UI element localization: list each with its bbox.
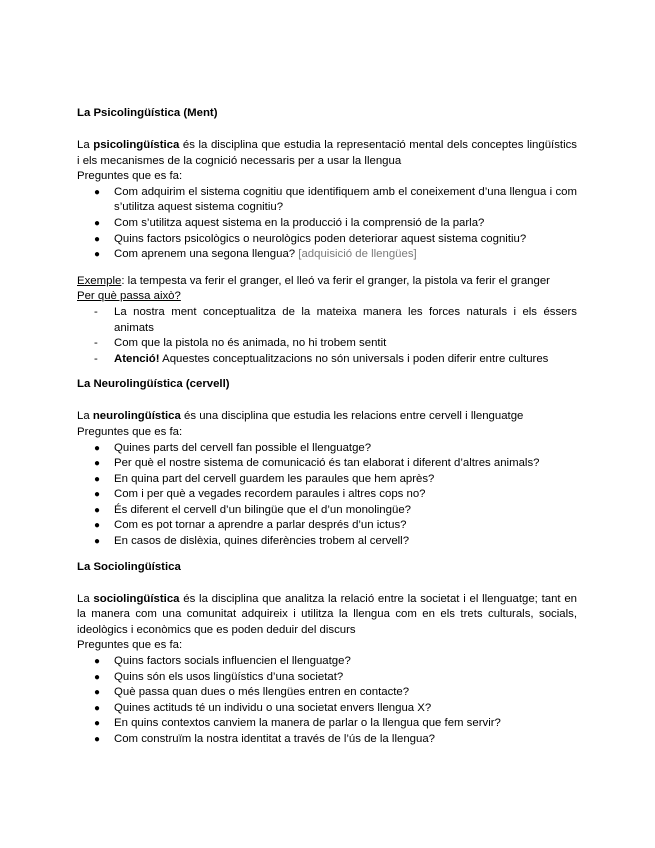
warning-label: Atenció! bbox=[114, 352, 160, 365]
bullet-icon: ● bbox=[94, 656, 101, 668]
document-page bbox=[77, 106, 577, 748]
list-item: ● Com adquirim el sistema cognitiu que identifiquem amb el coneixement d’una llengua i com s’utilitza aquest sistema cognitiu? bbox=[94, 185, 577, 214]
heading-neurolinguistica: La Neurolingüística (cervell) bbox=[77, 378, 230, 391]
list-item: - Com que la pistola no és animada, no hi trobem sentit bbox=[77, 336, 577, 352]
heading-psicolinguistica: La Psicolingüística (Ment) bbox=[77, 107, 218, 119]
list-item: - La nostra ment conceptualitza de la mateixa manera les forces naturals i els éssers animats bbox=[94, 305, 577, 334]
question-list-psico bbox=[77, 185, 577, 263]
paragraph-neurolinguistica-intro: La neurolingüística és una disciplina que estudia les relacions entre cervell i llenguatge bbox=[77, 410, 524, 423]
bullet-icon: ● bbox=[94, 734, 101, 745]
list-item: ● Quins són els usos lingüístics d’una societat? bbox=[77, 670, 577, 686]
why-label: Per què passa això? bbox=[77, 290, 181, 303]
term-psicolinguistica: psicolingüística bbox=[93, 139, 180, 151]
bullet-icon: ● bbox=[94, 442, 101, 454]
list-item: ● Quins factors socials influencien el llenguatge? bbox=[77, 654, 577, 670]
why-label-line bbox=[77, 289, 577, 305]
paragraph-sociolinguistica-intro: La sociolingüística és la disciplina que analitza la relació entre la societat i el llenguatge; tant en la manera com una comunitat adquireix i utilitza la llengua com en els trets culturals, socials, ideològics i econòmics que es poden deduir del discurs bbox=[77, 592, 577, 636]
list-item: ● Què passa quan dues o més llengües entren en contacte? bbox=[77, 685, 577, 701]
bullet-icon: ● bbox=[94, 702, 101, 714]
term-neurolinguistica: neurolingüística bbox=[92, 410, 181, 423]
list-item: ● Com aprenem una segona llengua? [adquisició de llengües] bbox=[77, 247, 577, 263]
example-line: Exemple: la tempesta va ferir el granger, el lleó va ferir el granger, la pistola va ferir el granger bbox=[77, 274, 550, 287]
reason-list bbox=[77, 305, 577, 367]
list-item: ● Quines parts del cervell fan possible el llenguatge? bbox=[77, 441, 577, 457]
list-item: - Atenció! Aquestes conceptualitzacions no són universals i poden diferir entre cultures bbox=[77, 352, 577, 368]
list-item: ● Com construïm la nostra identitat a través de l’ús de la llengua? bbox=[77, 732, 577, 748]
example-label: Exemple bbox=[77, 274, 122, 287]
list-item: ● Com i per què a vegades recordem paraules i altres cops no? bbox=[77, 487, 577, 503]
bullet-icon: ● bbox=[94, 233, 101, 245]
bullet-icon: ● bbox=[94, 458, 101, 470]
questions-label: Preguntes que es fa: bbox=[77, 170, 183, 183]
paragraph-psicolinguistica-intro: La psicolingüística és la disciplina que estudia la representació mental dels conceptes lingüístics i els mecanismes de la cognició necessaris per a usar la llengua bbox=[77, 139, 577, 167]
list-item: ● Per què el nostre sistema de comunicació és tan elaborat i diferent d’altres animals? bbox=[77, 456, 577, 472]
question-list-neuro bbox=[77, 441, 577, 550]
questions-label: Preguntes que es fa: bbox=[77, 639, 183, 652]
bullet-icon: ● bbox=[94, 687, 101, 699]
question-list-socio bbox=[77, 654, 577, 748]
bullet-icon: ● bbox=[94, 249, 101, 261]
bullet-icon: ● bbox=[94, 473, 101, 485]
list-item: ● En quina part del cervell guardem les paraules que hem après? bbox=[77, 472, 577, 488]
questions-label: Preguntes que es fa: bbox=[77, 425, 183, 438]
bullet-icon: ● bbox=[94, 718, 101, 730]
list-item: ● Com s’utilitza aquest sistema en la producció i la comprensió de la parla? bbox=[77, 216, 577, 232]
list-item: ● Com es pot tornar a aprendre a parlar després d’un ictus? bbox=[77, 518, 577, 534]
list-item: ● És diferent el cervell d’un bilingüe que el d’un monolingüe? bbox=[77, 503, 577, 519]
list-item: ● En casos de dislèxia, quines diferències trobem al cervell? bbox=[77, 534, 577, 550]
dash-icon: - bbox=[94, 337, 98, 350]
heading-sociolinguistica: La Sociolingüística bbox=[77, 560, 181, 573]
term-sociolinguistica: sociolingüística bbox=[93, 592, 180, 605]
bullet-icon: ● bbox=[94, 217, 101, 229]
list-item: ● En quins contextos canviem la manera de parlar o la llengua que fem servir? bbox=[77, 716, 577, 732]
list-item: ● Quins factors psicològics o neurològics poden deteriorar aquest sistema cognitiu? bbox=[77, 232, 577, 248]
bullet-icon: ● bbox=[94, 504, 101, 516]
dash-icon: - bbox=[94, 352, 98, 365]
bullet-icon: ● bbox=[94, 520, 101, 532]
bullet-icon: ● bbox=[94, 536, 101, 548]
bullet-icon: ● bbox=[94, 489, 101, 501]
bullet-icon: ● bbox=[94, 186, 101, 198]
bullet-icon: ● bbox=[94, 671, 101, 683]
note-adquisicio: [adquisició de llengües] bbox=[298, 248, 417, 261]
list-item: ● Quines actituds té un individu o una societat envers llengua X? bbox=[77, 701, 577, 717]
dash-icon: - bbox=[94, 305, 98, 318]
